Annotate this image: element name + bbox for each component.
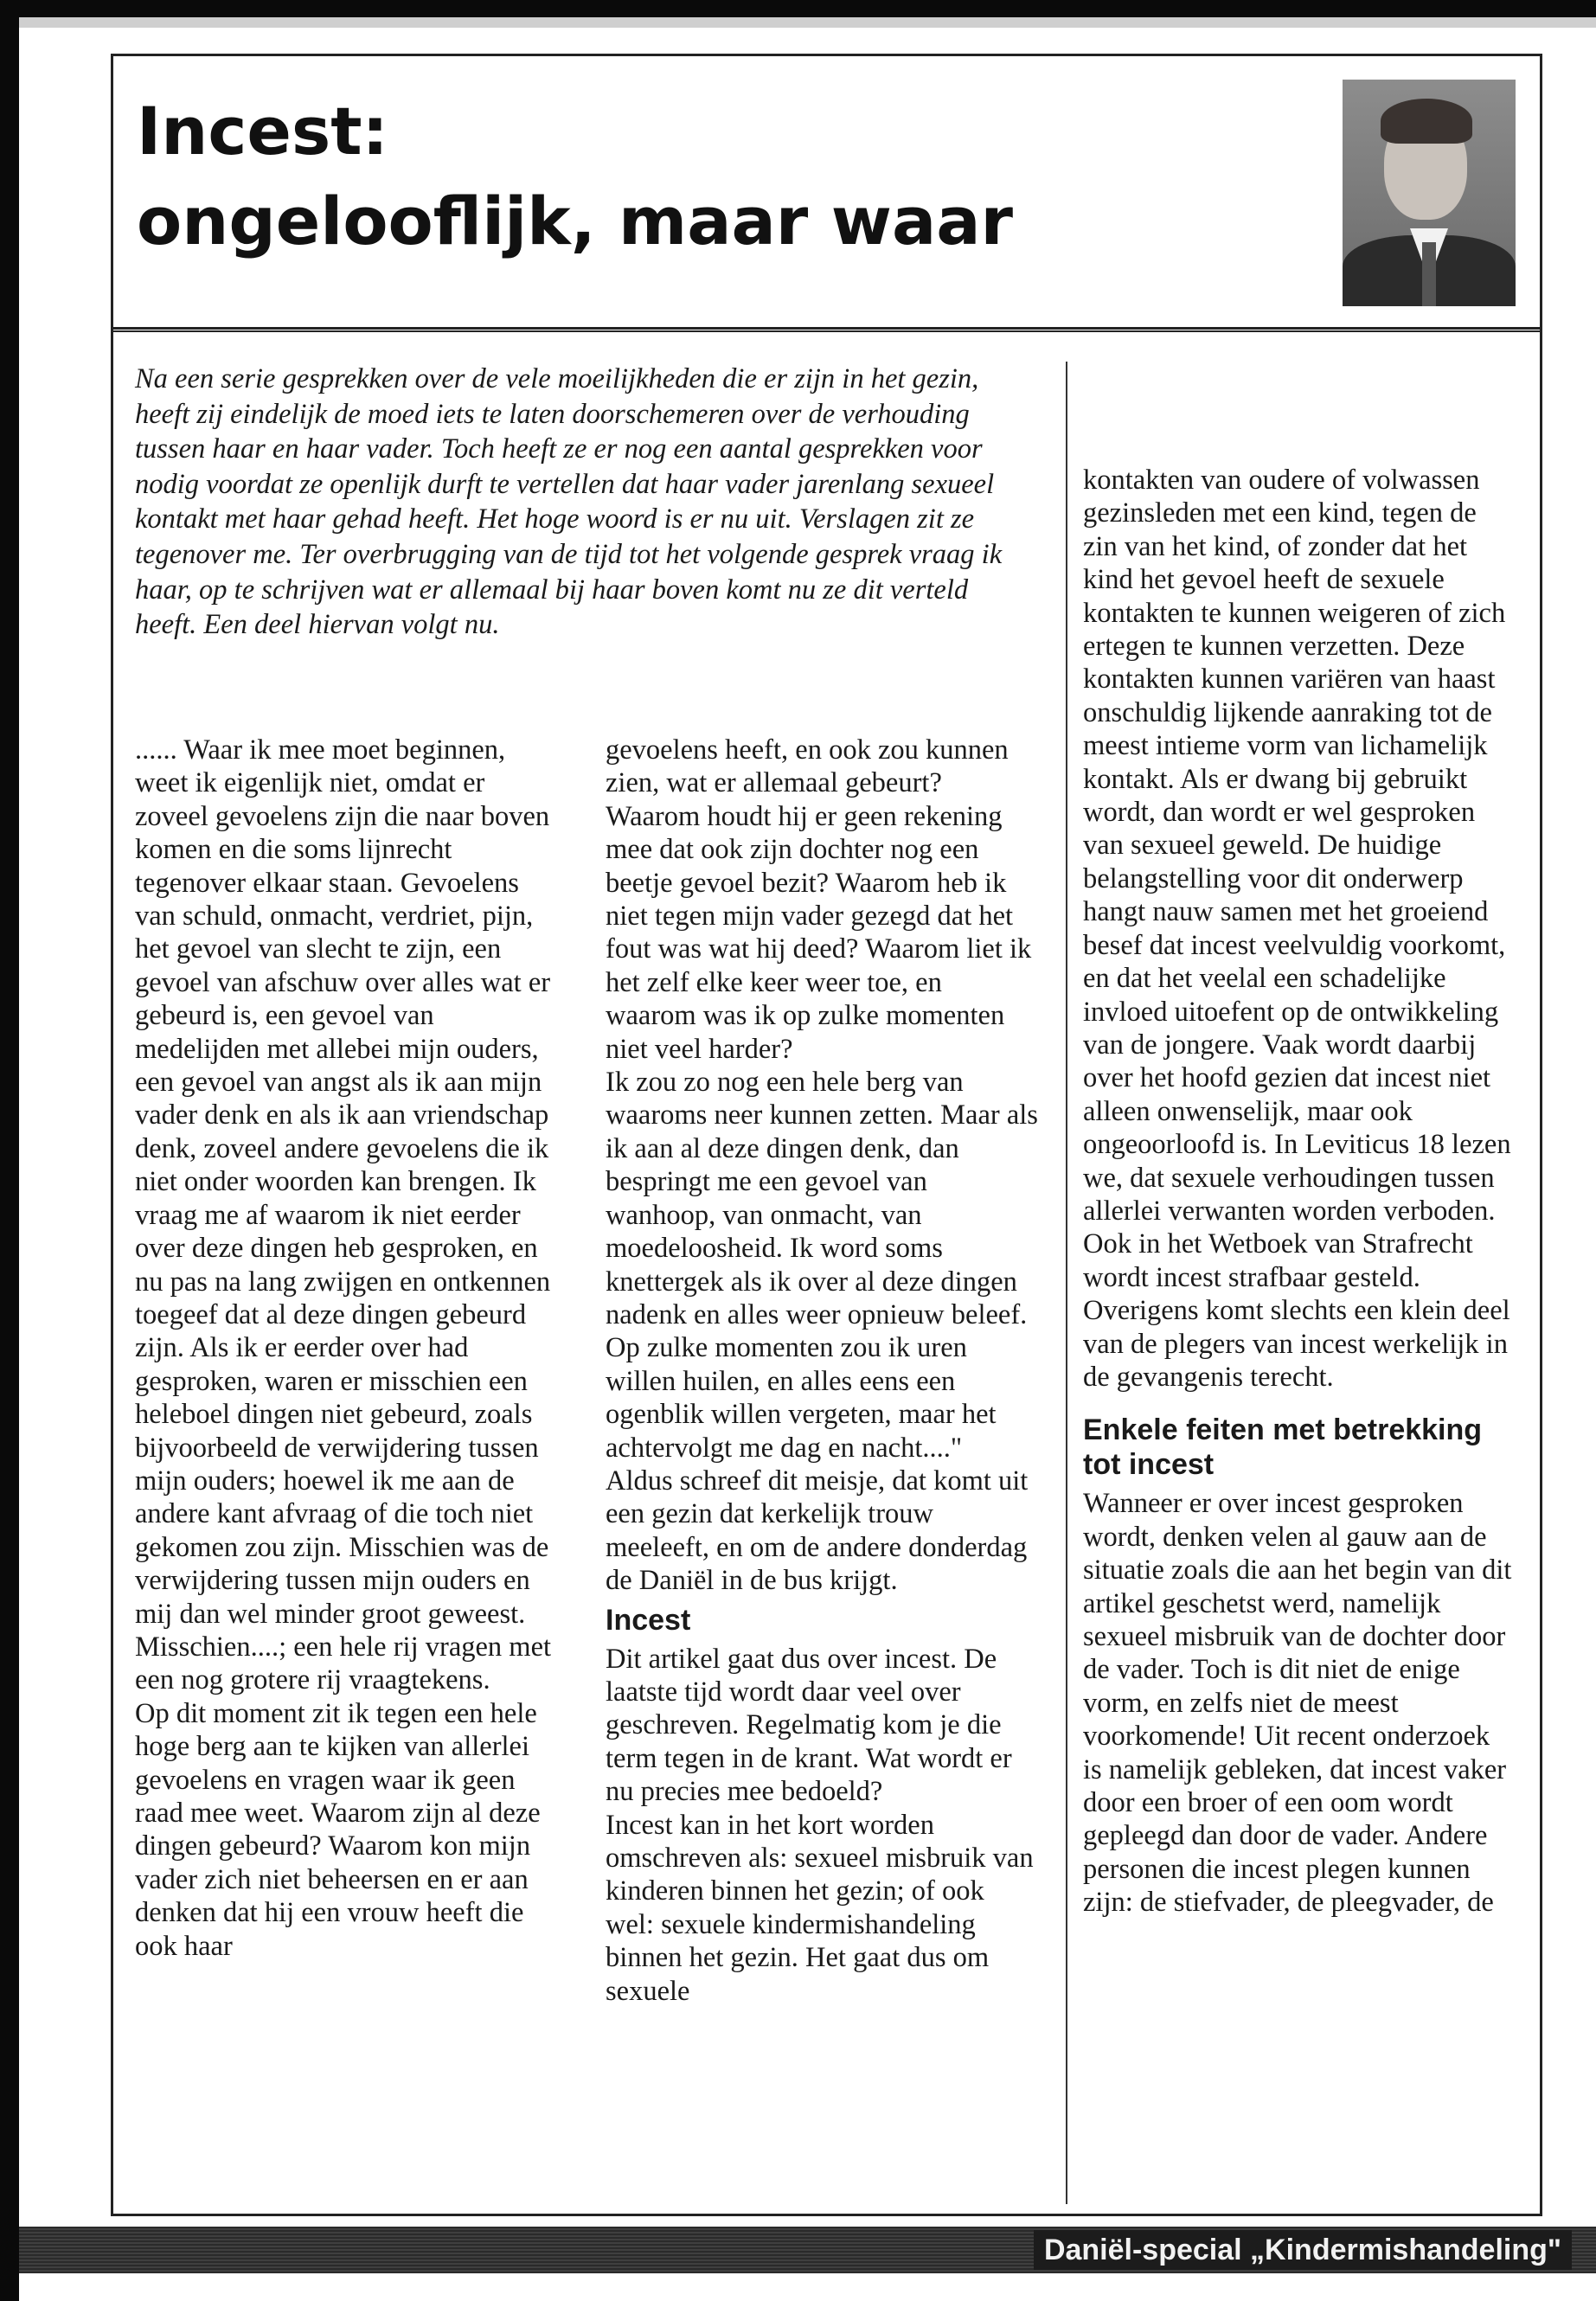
- intro-paragraph: Na een serie gesprekken over de vele moeilijkheden die er zijn in het gezin, heeft zij eindelijk de moed iets te laten doorschemeren over de verhouding tussen haar en haar vader. Toch heeft ze er nog een aantal gesprekken voor nodig voordat ze openlijk durft te vertellen dat haar vader jarenlang sexueel kontakt met haar gehad heeft. Het hoge woord is er nu uit. Verslagen zit ze tegenover me. Ter overbrugging van de tijd tot het volgende gesprek vraag ik haar, op te schrijven wat er allemaal bij haar boven komt nu ze dit verteld heeft. Een deel hiervan volgt nu.: [135, 363, 1003, 641]
- col1-paragraph-1: ...... Waar ik mee moet beginnen, weet ik eigenlijk niet, omdat er zoveel gevoelens zijn die naar boven komen en die soms lijnrecht tegenover elkaar staan. Gevoelens van schuld, onmacht, verdriet, pijn, het gevoel van slecht te zijn, een gevoel van afschuw over alles wat er gebeurd is, een gevoel van medelijden met allebei mijn ouders, een gevoel van angst als ik aan mijn vader denk en als ik aan vriendschap denk, zoveel andere gevoelens die ik niet onder woorden kan brengen. Ik vraag me af waarom ik niet eerder over deze dingen heb gesproken, en nu pas na lang zwijgen en ontkennen toegeef dat al deze dingen gebeurd zijn. Als ik er eerder over had gesproken, waren er misschien een heleboel dingen niet gebeurd, zoals bijvoorbeeld de verwijdering tussen mijn ouders; hoewel ik me aan de andere kant afvraag of die toch niet gekomen zou zijn. Misschien was de verwijdering tussen mijn ouders en mij dan wel minder groot geweest. Misschien....; een hele rij vragen met een nog grotere rij vraagtekens.: [135, 734, 552, 1696]
- column-2: [606, 734, 1038, 2008]
- footer-label: Daniël-special „Kindermishandeling": [1034, 2230, 1572, 2270]
- photo-hair: [1381, 99, 1472, 144]
- col3-paragraph-2: Wanneer er over incest gesproken wordt, denken velen al gauw aan de situatie zoals die aan het begin van dit artikel geschetst werd, namelijk sexueel misbruik van de dochter door de vader. Toch is dit niet de enige vorm, en zelfs niet de meest voorkomende! Uit recent onderzoek is namelijk gebleken, dat incest vaker door een broer of een oom wordt gepleegd dan door de vader. Andere personen die incest plegen kunnen zijn: de stiefvader, de pleegvader, de: [1083, 1488, 1512, 1919]
- section-heading-facts: Enkele feiten met betrekking tot incest: [1083, 1413, 1483, 1482]
- col2-paragraph-5: Incest kan in het kort worden omschreven als: sexueel misbruik van kinderen binnen het gezin; of ook wel: sexuele kindermishandeling binnen het gezin. Het gaat dus om sexuele: [606, 1809, 1034, 2007]
- column-1: [135, 734, 557, 1963]
- col2-paragraph-2: Ik zou zo nog een hele berg van waaroms neer kunnen zetten. Maar als ik aan al deze dingen denk, dan bespringt me een gevoel van wanhoop, van onmacht, van moedeloosheid. Ik word soms knettergek als ik over al deze dingen nadenk en alles weer opnieuw beleef. Op zulke momenten zou ik uren willen huilen, en alles eens een ogenblik willen vergeten, maar het achtervolgt me dag en nacht....": [606, 1067, 1038, 1464]
- article-title: [137, 87, 1261, 266]
- col3-paragraph-1: kontakten van oudere of volwassen gezinsleden met een kind, tegen de zin van het kind, of zonder dat het kind het gevoel heeft de sexuele kontakten te kunnen weigeren of zich ertegen te kunnen verzetten. Deze kontakten kunnen variëren van haast onschuldig lijkende aanraking tot de meest intieme vorm van lichamelijk kontakt. Als er dwang bij gebruikt wordt, dan wordt er wel gesproken van sexueel geweld. De huidige belangstelling voor dit onderwerp hangt nauw samen met het groeiend besef dat incest veelvuldig voorkomt, en dat het veelal een schadelijke invloed uitoefent op de ontwikkeling van de jongere. Vaak wordt daarbij over het hoofd gezien dat incest niet alleen onwenselijk, maar ook ongeoorloofd is. In Leviticus 18 lezen we, dat sexuele verhoudingen tussen allerlei verwanten worden verboden. Ook in het Wetboek van Strafrecht wordt incest strafbaar gesteld. Overigens komt slechts een klein deel van de plegers van incest werkelijk in de gevangenis terecht.: [1083, 465, 1511, 1393]
- header-divider: [111, 327, 1542, 332]
- scan-edge-top-gray: [19, 17, 1596, 28]
- col2-paragraph-4: Dit artikel gaat dus over incest. De laatste tijd wordt daar veel over geschreven. Regelmatig kom je die term tegen in de krant. Wat wordt er nu precies mee bedoeld?: [606, 1643, 1012, 1808]
- col2-paragraph-3: Aldus schreef dit meisje, dat komt uit een gezin dat kerkelijk trouw meeleeft, en om de andere donderdag de Daniël in de bus krijgt.: [606, 1465, 1029, 1597]
- col1-paragraph-2: Op dit moment zit ik tegen een hele hoge berg aan te kijken van allerlei gevoelens en vragen waar ik geen raad mee weet. Waarom zijn al deze dingen gebeurd? Waarom kon mijn vader zich niet beheersen en er aan denken dat hij een vrouw heeft die ook haar: [135, 1697, 541, 1962]
- title-line-1: Incest:: [137, 93, 388, 170]
- column-3: [1083, 464, 1512, 1920]
- section-heading-incest: Incest: [606, 1603, 691, 1637]
- column-divider: [1066, 362, 1067, 2204]
- photo-tie: [1422, 242, 1436, 306]
- col2-paragraph-1: gevoelens heeft, en ook zou kunnen zien, wat er allemaal gebeurt? Waarom houdt hij er geen rekening mee dat ook zijn dochter nog een beetje gevoel bezit? Waarom heb ik niet tegen mijn vader gezegd dat het fout was wat hij deed? Waarom liet ik het zelf elke keer weer toe, en waarom was ik op zulke momenten niet veel harder?: [606, 734, 1032, 1065]
- scan-edge-top: [0, 0, 1596, 17]
- scan-edge-left: [0, 0, 19, 2301]
- footer-bar: [19, 2227, 1596, 2273]
- author-portrait-photo: [1343, 80, 1516, 306]
- title-line-2: ongelooflijk, maar waar: [137, 183, 1014, 260]
